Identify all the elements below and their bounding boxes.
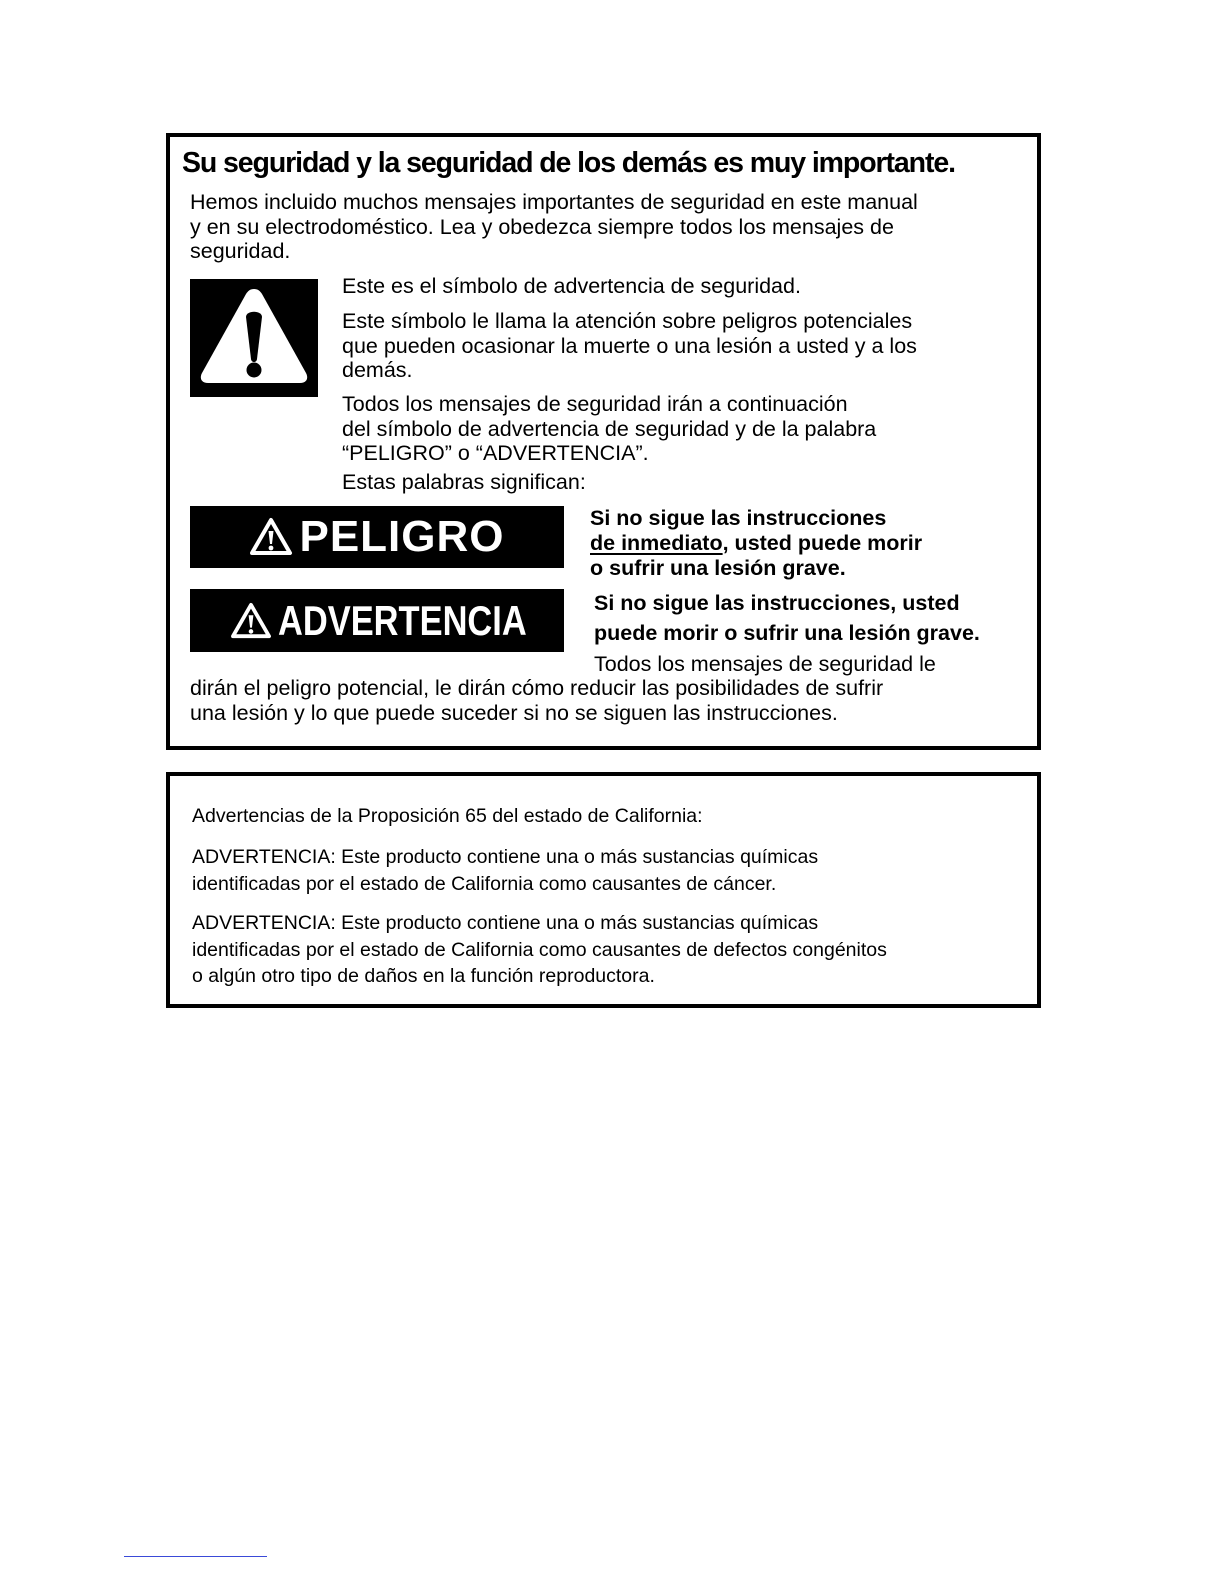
prop65-warning-line: identificadas por el estado de California como causantes de defectos congénitos <box>192 938 887 961</box>
prop65-heading: Advertencias de la Proposición 65 del estado de California: <box>192 805 703 827</box>
prop65-warning-reproductive <box>192 910 1037 990</box>
advertencia-description <box>594 588 980 648</box>
alert-symbol-description <box>342 309 1022 383</box>
advertencia-desc-line: puede morir o sufrir una lesión grave. <box>594 621 980 645</box>
signal-word-line: Todos los mensajes de seguridad irán a continuación <box>342 392 848 416</box>
closing-first-line: Todos los mensajes de seguridad le <box>594 652 936 676</box>
intro-line: Hemos incluido muchos mensajes importantes de seguridad en este manual <box>190 190 918 214</box>
intro-line: seguridad. <box>190 239 291 263</box>
prop65-warning-cancer <box>192 844 1037 897</box>
peligro-description <box>590 506 922 581</box>
peligro-desc-line: Si no sigue las instrucciones <box>590 506 887 530</box>
closing-text <box>190 676 1030 725</box>
signal-word-line: “PELIGRO” o “ADVERTENCIA”. <box>342 441 649 465</box>
safety-section <box>166 133 1041 750</box>
advertencia-signal-label <box>190 589 564 652</box>
alert-symbol-line: que pueden ocasionar la muerte o una lesión a usted y a los <box>342 333 917 358</box>
intro-line: y en su electrodoméstico. Lea y obedezca siempre todos los mensajes de <box>190 214 894 239</box>
prop65-warning-line: ADVERTENCIA: Este producto contiene una o más sustancias químicas <box>192 846 819 868</box>
peligro-desc-line: o sufrir una lesión grave. <box>590 556 846 580</box>
advertencia-label: ADVERTENCIA <box>278 596 528 644</box>
safety-alert-icon <box>190 279 318 397</box>
alert-symbol-line: demás. <box>342 358 413 382</box>
peligro-label: PELIGRO <box>299 512 505 561</box>
peligro-desc-rest: , usted puede morir <box>722 531 923 555</box>
alert-symbol-intro: Este es el símbolo de advertencia de seguridad. <box>342 274 801 298</box>
prop65-warning-line: o algún otro tipo de daños en la función reproductora. <box>192 965 655 987</box>
safety-intro <box>190 190 1030 264</box>
footer-rule <box>124 1556 267 1557</box>
signal-word-line: del símbolo de advertencia de seguridad y de la palabra <box>342 416 877 441</box>
closing-line: dirán el peligro potencial, le dirán cómo reducir las posibilidades de sufrir <box>190 676 884 700</box>
peligro-alert-icon <box>249 517 293 557</box>
prop65-warning-line: ADVERTENCIA: Este producto contiene una o más sustancias químicas <box>192 912 819 934</box>
peligro-signal-label <box>190 506 564 568</box>
alert-symbol-line: Este símbolo le llama la atención sobre peligros potenciales <box>342 309 913 333</box>
safety-title: Su seguridad y la seguridad de los demás es muy importante. <box>182 147 955 179</box>
prop65-warning-line: identificadas por el estado de California como causantes de cáncer. <box>192 872 777 895</box>
advertencia-alert-icon <box>230 602 272 640</box>
advertencia-desc-line: Si no sigue las instrucciones, usted <box>594 591 960 615</box>
signal-word-explanation <box>342 392 1022 466</box>
closing-line: una lesión y lo que puede suceder si no se siguen las instrucciones. <box>190 700 838 725</box>
prop65-section <box>166 772 1041 1008</box>
peligro-desc-line <box>590 531 922 556</box>
peligro-emphasis: de inmediato <box>590 531 723 555</box>
meaning-lead: Estas palabras significan: <box>342 470 586 494</box>
